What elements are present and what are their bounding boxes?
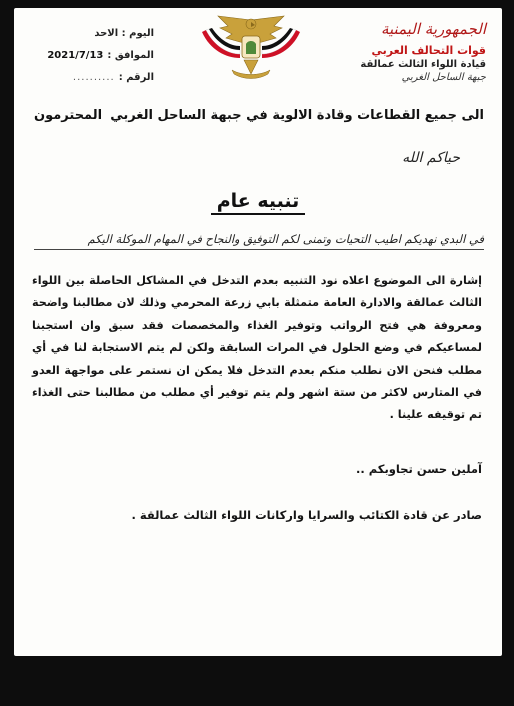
title-text: تنبيه عام (211, 190, 306, 215)
address-line (34, 108, 484, 123)
letterhead-left (34, 22, 154, 88)
ref-row (34, 66, 154, 88)
front-line: جبهة الساحل الغربي (401, 72, 486, 83)
subtitle: في البدي نهديكم اطيب التحيات وتمنى لكم التوفيق والنجاح في المهام الموكلة اليكم (34, 232, 484, 250)
republic-calligraphy: الجمهورية اليمنية (380, 20, 486, 38)
ref-label: الرقم : (118, 71, 154, 83)
recipients: الى جميع القطاعات وقادة الالوية في جبهة الساحل الغربي (110, 108, 484, 123)
yemen-eagle-emblem-icon (198, 14, 304, 86)
letter-title (14, 190, 502, 212)
closing-line: آملين حسن تجاوبكم .. (356, 462, 482, 476)
letter-body: إشارة الى الموضوع اعلاه نود التنبيه بعدم التدخل في المشاكل الحاصلة بين اللواء الثالث عمالقة والادارة العامة متمثلة بابي زرعة المحرمي وذلك لان مطالبنا واضحة ومعروفة هي فتح الرواتب وتوفير الغذاء والمخصصات فقد سبق وان استجبنا لمساعيكم في وضع الحلول في المرات السابقة ولكن لم يتم الاستجابة لنا في أي مطلب فنحن الان نطلب منكم بعدم التدخل فلا يمكن ان نستمر على مواجهة العدو في المتارس لاكثر من ستة اشهر ولم يتم توفير أي مطلب من مطالبنا حتى الغذاء تم توقيفه علينا . (32, 274, 482, 422)
brigade-command-line: قيادة اللواء الثالث عمالقة (360, 59, 486, 70)
day-label: اليوم : الاحد (94, 27, 154, 39)
letter-page (14, 8, 502, 656)
issuer-line: صادر عن قادة الكتائب والسرايا واركانات اللواء الثالث عمالقة . (131, 508, 482, 522)
honorific: المحترمون (34, 108, 103, 123)
date-value: 2021/7/13 (47, 49, 104, 61)
date-label: الموافق : (107, 49, 154, 61)
date-row (34, 44, 154, 66)
ref-blank: .......... (72, 71, 115, 83)
letterhead-right (336, 20, 486, 85)
greeting: حياكم الله (402, 150, 460, 166)
day-row (34, 22, 154, 44)
forces-line: قوات التحالف العربي (371, 44, 486, 57)
